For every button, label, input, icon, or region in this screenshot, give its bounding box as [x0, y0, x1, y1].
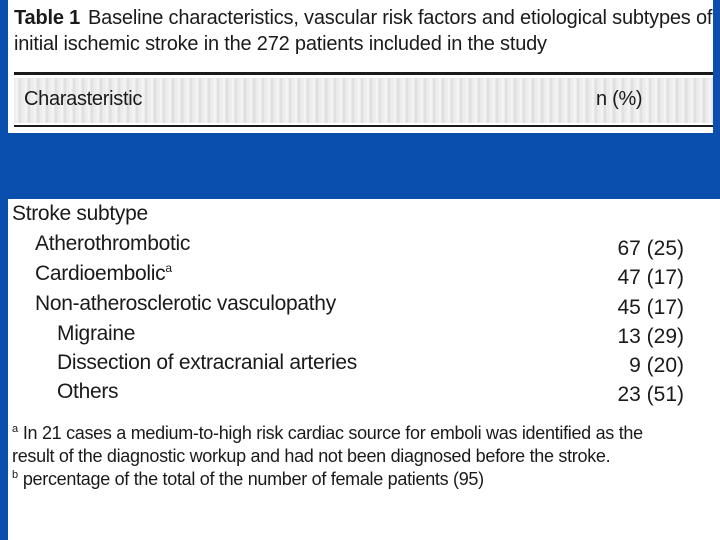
column-header-n-percent: n (%): [596, 88, 643, 110]
footnote-a-text: In 21 cases a medium-to-high risk cardiac source for emboli was identified as the: [22, 423, 643, 443]
footnote-b-marker: b: [12, 469, 18, 481]
table-body-card: [8, 199, 720, 540]
table-header-card: [8, 0, 713, 133]
table-row-value: 47 (17): [617, 266, 684, 289]
table-row-label: Others: [57, 380, 119, 403]
footnote-b-text: percentage of the total of the number of female patients (95): [22, 469, 484, 489]
footnote-a-line-2: result of the diagnostic workup and had not been diagnosed before the stroke.: [12, 446, 611, 466]
slide-background-left: [0, 0, 8, 540]
table-row-value: 45 (17): [617, 296, 684, 319]
table-row-value: 67 (25): [617, 237, 684, 260]
header-bottom-rule: [14, 125, 713, 127]
footnote-b-line-1: [12, 468, 484, 490]
footnote-a-line-1: [12, 422, 643, 444]
table-row-label: [35, 261, 172, 287]
caption-line-1: Baseline characteristics, vascular risk factors and etiological subtypes of: [88, 7, 713, 29]
table-row-value: 9 (20): [629, 354, 684, 377]
section-title: Stroke subtype: [12, 202, 148, 225]
row-label-text: Cardioembolic: [35, 262, 166, 285]
table-row-value: 23 (51): [617, 383, 684, 406]
table-row-value: 13 (29): [617, 325, 684, 348]
slide-background-right: [713, 0, 720, 200]
footnote-marker: a: [165, 261, 172, 275]
table-row-label: Atherothrombotic: [35, 232, 191, 255]
header-top-rule: [14, 72, 713, 75]
table-row-label: Dissection of extracranial arteries: [57, 351, 357, 374]
table-caption: [14, 5, 714, 57]
caption-line-2: initial ischemic stroke in the 272 patients included in the study: [14, 33, 547, 55]
table-row-label: Migraine: [57, 322, 136, 345]
table-row-label: Non-atherosclerotic vasculopathy: [35, 292, 336, 315]
column-header-characteristic: Charasteristic: [24, 88, 143, 110]
table-label: Table 1: [14, 7, 81, 29]
footnote-a-marker: a: [12, 423, 18, 435]
slide-background-band: [0, 133, 720, 199]
